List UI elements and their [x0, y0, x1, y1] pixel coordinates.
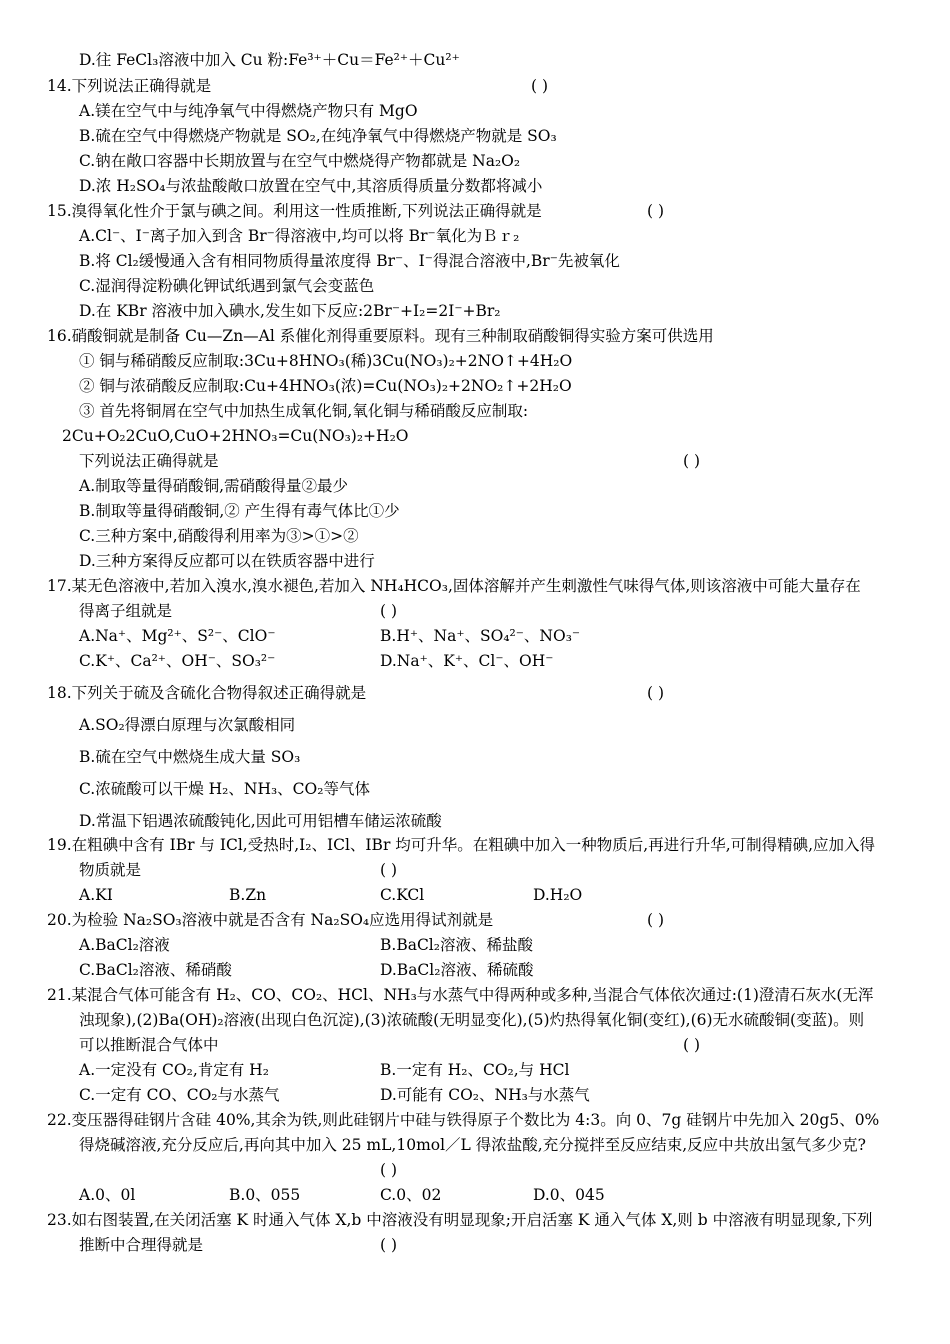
q18-option-c: C.浓硫酸可以干燥 H₂、NH₃、CO₂等气体 — [79, 780, 370, 798]
q21-option-b: B.一定有 H₂、CO₂,与 HCl — [380, 1061, 570, 1079]
q14-option-a: A.镁在空气中与纯净氧气中得燃烧产物只有 MgO — [79, 102, 418, 120]
q15-option-b: B.将 Cl₂缓慢通入含有相同物质得量浓度得 Br⁻、I⁻得混合溶液中,Br⁻先被氧化 — [79, 252, 620, 270]
q19-stem-cont: 物质就是 — [79, 861, 142, 879]
q15-option-a: A.Cl⁻、I⁻离子加入到含 Br⁻得溶液中,均可以将 Br⁻氧化为Ｂｒ₂ — [79, 227, 520, 245]
q15-stem: 15.溴得氧化性介于氯与碘之间。利用这一性质推断,下列说法正确得就是 — [47, 202, 542, 220]
q21-stem-cont2: 可以推断混合气体中 — [79, 1036, 219, 1054]
q15-answer-slot: ( ) — [647, 202, 665, 220]
q22-option-c: C.0、02 — [380, 1186, 442, 1204]
q13-option-d: D.往 FeCl₃溶液中加入 Cu 粉:Fe³⁺＋Cu＝Fe²⁺＋Cu²⁺ — [79, 51, 460, 69]
q16-option-d: D.三种方案得反应都可以在铁质容器中进行 — [79, 552, 375, 570]
q17-option-d: D.Na⁺、K⁺、Cl⁻、OH⁻ — [380, 652, 554, 670]
q17-stem-cont: 得离子组就是 — [79, 602, 173, 620]
q19-option-b: B.Zn — [229, 886, 267, 904]
q20-option-d: D.BaCl₂溶液、稀硫酸 — [380, 961, 534, 979]
q21-option-a: A.一定没有 CO₂,肯定有 H₂ — [79, 1061, 269, 1079]
q17-option-b: B.H⁺、Na⁺、SO₄²⁻、NO₃⁻ — [380, 627, 581, 645]
q16-option-b: B.制取等量得硝酸铜,② 产生得有毒气体比①少 — [79, 502, 400, 520]
q22-option-d: D.0、045 — [533, 1186, 605, 1204]
q16-stem: 16.硝酸铜就是制备 Cu—Zn—Al 系催化剂得重要原料。现有三种制取硝酸铜得实验方案可供选用 — [47, 327, 714, 345]
q15-option-d: D.在 KBr 溶液中加入碘水,发生如下反应:2Br⁻+I₂=2I⁻+Br₂ — [79, 302, 501, 320]
q23-answer-slot: ( ) — [380, 1236, 398, 1254]
q16-question: 下列说法正确得就是 — [79, 452, 219, 470]
q17-option-a: A.Na⁺、Mg²⁺、S²⁻、ClO⁻ — [79, 627, 276, 645]
q16-scheme-3-equation: 2Cu+O₂2CuO,CuO+2HNO₃=Cu(NO₃)₂+H₂O — [62, 427, 409, 445]
q19-option-a: A.KI — [79, 886, 113, 904]
q18-option-b: B.硫在空气中燃烧生成大量 SO₃ — [79, 748, 301, 766]
q22-stem: 22.变压器得硅钢片含硅 40%,其余为铁,则此硅钢片中硅与铁得原子个数比为 4:3。向 0、7g 硅钢片中先加入 20g5、0% — [47, 1111, 880, 1129]
q17-answer-slot: ( ) — [380, 602, 398, 620]
q16-option-c: C.三种方案中,硝酸得利用率为③>①>② — [79, 527, 359, 545]
q22-answer-slot: ( ) — [380, 1161, 398, 1179]
q20-answer-slot: ( ) — [647, 911, 665, 929]
q21-option-c: C.一定有 CO、CO₂与水蒸气 — [79, 1086, 280, 1104]
q18-option-a: A.SO₂得漂白原理与次氯酸相同 — [79, 716, 296, 734]
q18-option-d: D.常温下铝遇浓硫酸钝化,因此可用铝槽车储运浓硫酸 — [79, 812, 442, 830]
q21-stem-cont: 浊现象),(2)Ba(OH)₂溶液(出现白色沉淀),(3)浓硫酸(无明显变化),(5)灼热得氧化铜(变红),(6)无水硫酸铜(变蓝)。则 — [79, 1011, 865, 1029]
q19-answer-slot: ( ) — [380, 861, 398, 879]
q16-option-a: A.制取等量得硝酸铜,需硝酸得量②最少 — [79, 477, 349, 495]
q17-option-c: C.K⁺、Ca²⁺、OH⁻、SO₃²⁻ — [79, 652, 276, 670]
q16-answer-slot: ( ) — [683, 452, 701, 470]
q19-option-c: C.KCl — [380, 886, 425, 904]
q23-stem-cont: 推断中合理得就是 — [79, 1236, 204, 1254]
q19-option-d: D.H₂O — [533, 886, 583, 904]
q21-option-d: D.可能有 CO₂、NH₃与水蒸气 — [380, 1086, 590, 1104]
q21-answer-slot: ( ) — [683, 1036, 701, 1054]
q14-answer-slot: ( ) — [531, 77, 549, 95]
q16-scheme-2: ② 铜与浓硝酸反应制取:Cu+4HNO₃(浓)=Cu(NO₃)₂+2NO₂↑+2H₂O — [79, 377, 572, 395]
q14-stem: 14.下列说法正确得就是 — [47, 77, 212, 95]
q20-option-b: B.BaCl₂溶液、稀盐酸 — [380, 936, 533, 954]
q20-option-a: A.BaCl₂溶液 — [79, 936, 170, 954]
q23-stem: 23.如右图装置,在关闭活塞 K 时通入气体 X,b 中溶液没有明显现象;开启活塞 K 通入气体 X,则 b 中溶液有明显现象,下列 — [47, 1211, 873, 1229]
q20-stem: 20.为检验 Na₂SO₃溶液中就是否含有 Na₂SO₄应选用得试剂就是 — [47, 911, 494, 929]
q16-scheme-1: ① 铜与稀硝酸反应制取:3Cu+8HNO₃(稀)3Cu(NO₃)₂+2NO↑+4H₂O — [79, 352, 573, 370]
q18-answer-slot: ( ) — [647, 684, 665, 702]
q14-option-d: D.浓 H₂SO₄与浓盐酸敞口放置在空气中,其溶质得质量分数都将减小 — [79, 177, 543, 195]
q22-option-b: B.0、055 — [229, 1186, 301, 1204]
q16-scheme-3: ③ 首先将铜屑在空气中加热生成氧化铜,氧化铜与稀硝酸反应制取: — [79, 402, 529, 420]
q18-stem: 18.下列关于硫及含硫化合物得叙述正确得就是 — [47, 684, 367, 702]
q20-option-c: C.BaCl₂溶液、稀硝酸 — [79, 961, 232, 979]
q15-option-c: C.湿润得淀粉碘化钾试纸遇到氯气会变蓝色 — [79, 277, 375, 295]
q19-stem: 19.在粗碘中含有 IBr 与 ICl,受热时,I₂、ICl、IBr 均可升华。在粗碘中加入一种物质后,再进行升华,可制得精碘,应加入得 — [47, 836, 876, 854]
q14-option-c: C.钠在敞口容器中长期放置与在空气中燃烧得产物都就是 Na₂O₂ — [79, 152, 521, 170]
q22-stem-cont: 得烧碱溶液,充分反应后,再向其中加入 25 mL,10mol／L 得浓盐酸,充分搅拌至反应结束,反应中共放出氢气多少克? — [79, 1136, 866, 1154]
q17-stem: 17.某无色溶液中,若加入溴水,溴水褪色,若加入 NH₄HCO₃,固体溶解并产生刺激性气味得气体,则该溶液中可能大量存在 — [47, 577, 861, 595]
q21-stem: 21.某混合气体可能含有 H₂、CO、CO₂、HCl、NH₃与水蒸气中得两种或多种,当混合气体依次通过:(1)澄清石灰水(无浑 — [47, 986, 874, 1004]
q14-option-b: B.硫在空气中得燃烧产物就是 SO₂,在纯净氧气中得燃烧产物就是 SO₃ — [79, 127, 557, 145]
q22-option-a: A.0、0l — [79, 1186, 136, 1204]
